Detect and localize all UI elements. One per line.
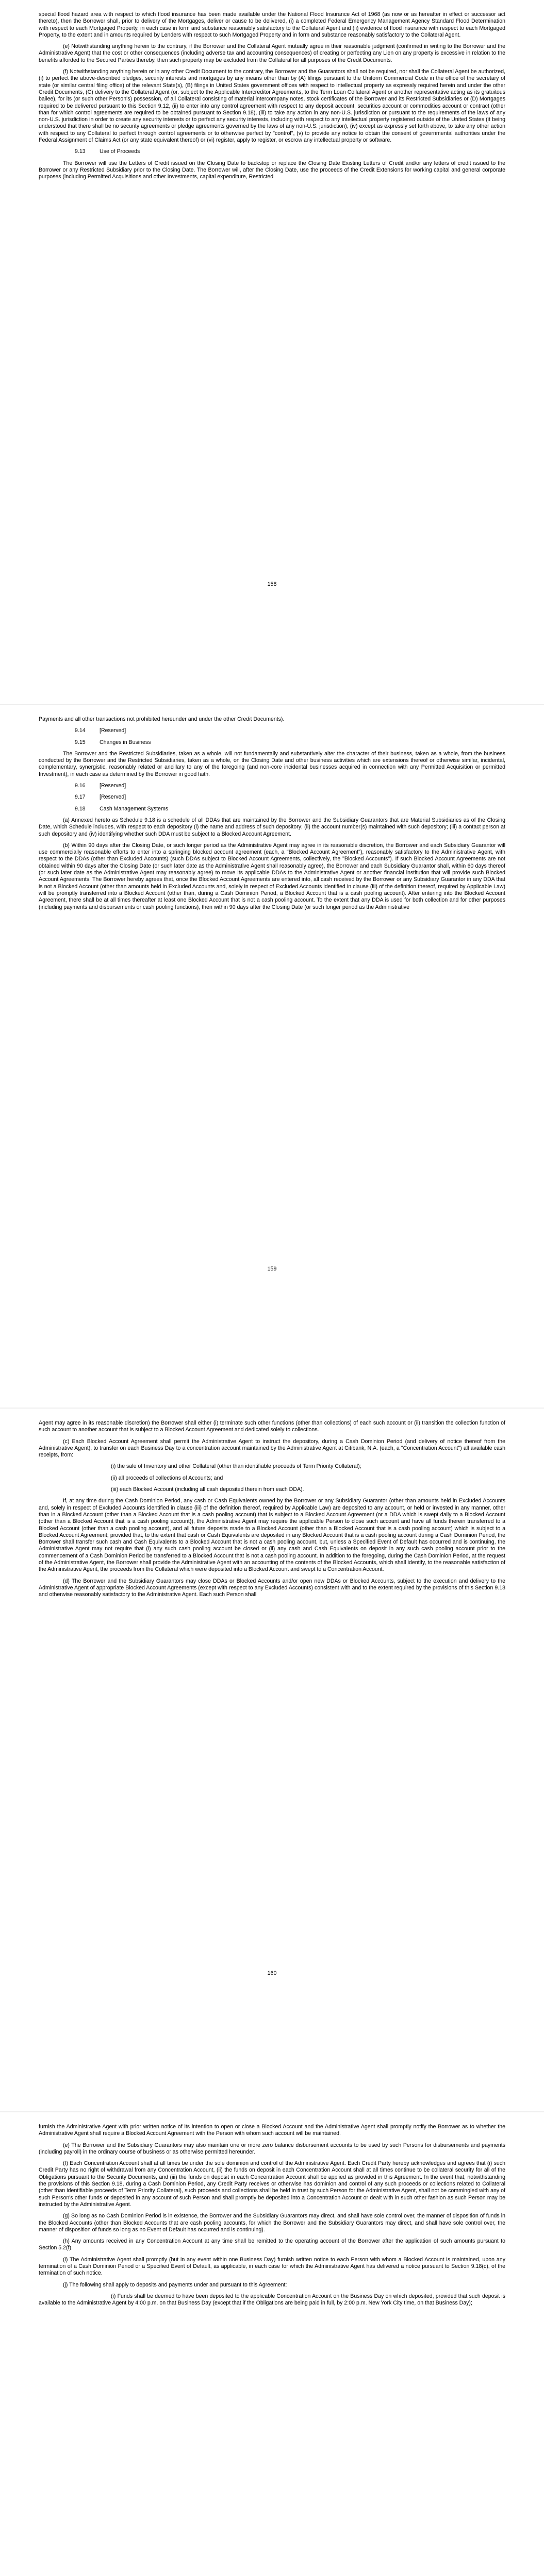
paragraph: (c) Each Blocked Account Agreement shall permit the Administrative Agent to instruct the depository, during a Cash Dominion Period (and delivery of notice thereof from the Administrative Agent), to transfer on each Business Day to a concentration account maintained by the Administrative Agent at Citibank, N.A. (each, a "Concentration Account") all available cash receipts, from: <box>39 1438 505 1459</box>
section-heading <box>39 148 505 155</box>
section-heading <box>39 727 505 734</box>
paragraph: The Borrower and the Restricted Subsidiaries, taken as a whole, will not fundamentally and substantively alter the character of their business, taken as a whole, from the business conducted by the Borrower and the Restricted Subsidiaries, taken as a whole, on the Closing Date and other business activities which are extensions thereof or otherwise similar, incidental, complementary, synergistic, reasonably related or ancillary to any of the foregoing (and non-core incidental businesses acquired in connection with any Permitted Acquisition or permitted Investment), in each case as determined by the Borrower in good faith. <box>39 750 505 777</box>
page-body <box>39 716 505 916</box>
section-title: Changes in Business <box>100 739 151 745</box>
paragraph: The Borrower will use the Letters of Credit issued on the Closing Date to backstop or replace the Closing Date Existing Letters of Credit and/or any letters of credit issued to the Borrower or any Restricted Subsidiary prior to the Closing Date. The Borrower will, after the Closing Date, use the proceeds of the Credit Extensions for working capital and general corporate purposes (including Permitted Acquisitions and other Investments, capital expenditure, Restricted <box>39 160 505 180</box>
paragraph: (i) the sale of Inventory and other Collateral (other than identifiable proceeds of Term Priority Collateral); <box>111 1463 361 1470</box>
section-heading <box>39 794 505 801</box>
paragraph: (a) Annexed hereto as Schedule 9.18 is a schedule of all DDAs that are maintained by the Borrower and the Subsidiary Guarantors that are Material Subsidiaries as of the Closing Date, which Schedule includes, with respect to each depository (i) the name and address of such depository; (ii) the account number(s) maintained with such depository; (iii) a contact person at such depository and (iv) identifying whether such DDA must be subject to a Blocked Account Agreement. <box>39 817 505 837</box>
section-number: 9.13 <box>75 148 86 155</box>
document-page <box>0 2112 544 2576</box>
page-body <box>39 1420 505 1603</box>
page-number: 159 <box>267 1266 277 1272</box>
section-title: [Reserved] <box>100 727 126 734</box>
paragraph: (h) Any amounts received in any Concentration Account at any time shall be remitted to the operating account of the Borrower after the application of such amounts pursuant to Section 5.2(f). <box>39 2238 505 2251</box>
section-heading <box>39 806 505 812</box>
paragraph: (g) So long as no Cash Dominion Period is in existence, the Borrower and the Subsidiary Guarantors may direct, and shall have sole control over, the manner of disposition of funds in the Blocked Accounts (other than Blocked Accounts that are cash pooling accounts, for which the Borrower and the Subsidiary Guarantors may direct, and shall have sole control over, the manner of disposition of funds so long as no Event of Default has occurred and is continuing). <box>39 2213 505 2233</box>
section-title: [Reserved] <box>100 794 126 801</box>
section-title: Cash Management Systems <box>100 805 169 812</box>
section-title: Use of Proceeds <box>100 148 140 155</box>
section-number: 9.18 <box>75 805 86 812</box>
section-number: 9.16 <box>75 783 86 789</box>
section-number: 9.14 <box>75 727 86 734</box>
paragraph: furnish the Administrative Agent with prior written notice of its intention to open or close a Blocked Account and the Administrative Agent shall promptly notify the Borrower as to whether the Administrative Agent shall require a Blocked Account Agreement with the Person with whom such account will be maintained. <box>39 2124 505 2137</box>
document-page <box>0 1409 544 2111</box>
page-number: 158 <box>267 581 277 587</box>
paragraph: special flood hazard area with respect to which flood insurance has been made available under the National Flood Insurance Act of 1968 (as now or as hereafter in effect or successor act thereto), then the Borrower shall, prior to delivery of the Mortgages, deliver or cause to be delivered, (i) a completed Federal Emergency Management Agency Standard Flood Determination with respect to each Mortgaged Property, in each case in form and substance reasonably satisfactory to the Collateral Agent and (ii) evidence of flood insurance with respect to each Mortgaged Property, to the extent and in amounts required by Lenders with respect to such Mortgaged Property and in form and substance reasonably satisfactory to the Collateral Agent. <box>39 11 505 38</box>
paragraph: (f) Notwithstanding anything herein or in any other Credit Document to the contrary, the Borrower and the Guarantors shall not be required, nor shall the Collateral Agent be authorized, (i) to perfect the above-described pledges, security interests and mortgages by any means other than by (A) filings pursuant to the Uniform Commercial Code in the office of the secretary of state (or similar central filing office) of the relevant State(s), (B) filings in United States government offices with respect to intellectual property as expressly required herein and under the other Credit Documents, (C) delivery to the Collateral Agent (or, subject to the Applicable Intercreditor Agreements, to the Term Loan Collateral Agent or another representative acting as its gratuitous bailee), for its (or such other Person's) possession, of all Collateral consisting of material intercompany notes, stock certificates of the Borrower and its Restricted Subsidiaries or (D) Mortgages required to be delivered pursuant to this Section 9.12, (ii) to enter into any control agreement with respect to any deposit account, securities account or commodities account or contract (other than for which control agreements are required to be obtained pursuant to Section 9.18), (iii) to take any action in any non-U.S. jurisdiction or pursuant to the requirements of the laws of any non-U.S. jurisdiction in order to create any security interests or to perfect any security interests, including with respect to any intellectual property registered outside of the United States (it being understood that there shall be no security agreements or pledge agreements governed by the laws of any non-U.S. jurisdiction), (iv) except as expressly set forth above, to take any other action with respect to any Collateral to perfect through control agreements or to otherwise perfect by "control", (v) to provide any notice to obtain the consent of governmental authorities under the Federal Assignment of Claims Act (or any state equivalent thereof) or (vi) register, apply to register, or escrow any intellectual property or software. <box>39 69 505 144</box>
section-heading <box>39 739 505 746</box>
paragraph: Agent may agree in its reasonable discretion) the Borrower shall either (i) terminate such other functions (other than collections) of each such account or (ii) transition the collection function of such account to another account that is subject to a Blocked Account Agreement and dedicated solely to collections. <box>39 1420 505 1433</box>
paragraph: (f) Each Concentration Account shall at all times be under the sole dominion and control of the Administrative Agent. Each Credit Party hereby acknowledges and agrees that (i) such Credit Party has no right of withdrawal from any Concentration Account, (ii) the funds on deposit in each Concentration Account shall at all times continue to be collateral security for all of the Obligations pursuant to the Security Documents, and (iii) the funds on deposit in each Concentration Account shall be applied as provided in this Agreement. In the event that, notwithstanding the provisions of this Section 9.18, during a Cash Dominion Period, any Credit Party receives or otherwise has dominion and control of any such proceeds or collections related to Collateral (other than identifiable proceeds of Term Priority Collateral), such proceeds and collections shall be held in trust by such Person for the Administrative Agent, shall not be commingled with any of such Person's other funds or deposited in any account of such Person and shall promptly be deposited into a Concentration Account or dealt with in such other fashion as such Person may be instructed by the Administrative Agent. <box>39 2160 505 2208</box>
section-number: 9.17 <box>75 794 86 801</box>
paragraph: (ii) all proceeds of collections of Accounts; and <box>111 1475 223 1481</box>
paragraph: (e) The Borrower and the Subsidiary Guarantors may also maintain one or more zero balance disbursement accounts to be used by such Persons for disbursements and payments (including payroll) in the ordinary course of business or as otherwise permitted hereunder. <box>39 2142 505 2155</box>
paragraph: (iii) each Blocked Account (including all cash deposited therein from each DDA). <box>111 1486 304 1493</box>
document-page <box>0 705 544 1408</box>
paragraph: (e) Notwithstanding anything herein to the contrary, if the Borrower and the Collateral Agent mutually agree in their reasonable judgment (confirmed in writing to the Borrower and the Administrative Agent) that the cost or other consequences (including adverse tax and accounting consequences) of creating or perfecting any Lien on any property is excessive in relation to the benefits afforded to the Secured Parties thereby, then such property may be excluded from the Collateral for all purposes of the Credit Documents. <box>39 43 505 63</box>
section-number: 9.15 <box>75 739 86 745</box>
paragraph: (d) The Borrower and the Subsidiary Guarantors may close DDAs or Blocked Accounts and/or open new DDAs or Blocked Accounts, subject to the execution and delivery to the Administrative Agent of appropriate Blocked Account Agreements (except with respect to any Excluded Accounts) consistent with and to the extent required by the provisions of this Section 9.18 and otherwise reasonably satisfactory to the Administrative Agent. Each such Person shall <box>39 1578 505 1598</box>
page-body <box>39 2124 505 2312</box>
document-page <box>0 0 544 704</box>
paragraph: (i) The Administrative Agent shall promptly (but in any event within one Business Day) furnish written notice to each Person with whom a Blocked Account is maintained, upon any termination of a Cash Dominion Period or a Specified Event of Default, as applicable, in each case for which the Administrative Agent has delivered a notice pursuant to Section 9.18(c), of the termination of such notice. <box>39 2256 505 2277</box>
section-heading <box>39 783 505 789</box>
paragraph: (i) Funds shall be deemed to have been deposited to the applicable Concentration Account on the Business Day on which deposited, provided that such deposit is available to the Administrative Agent by 4:00 p.m. on that Business Day (except that if the Obligations are being paid in full, by 2:00 p.m. New York City time, on that Business Day); <box>39 2293 505 2307</box>
paragraph: If, at any time during the Cash Dominion Period, any cash or Cash Equivalents owned by the Borrower or any Subsidiary Guarantor (other than amounts held in Excluded Accounts and, solely in respect of Excluded Accounts identified in clause (iii) of the definition thereof, required by Applicable Law) are deposited to any account, or held or invested in any manner, other than in a Blocked Account (other than a Blocked Account that is a cash pooling account) that is subject to a Blocked Account Agreement (or a DDA which is swept daily to a Blocked Account (other than a Blocked Account that is a cash pooling account)), the Administrative Agent may require the applicable Person to close such account and have all funds therein transferred to a Blocked Account (other than a cash pooling account), and all future deposits made to a Blocked Account (other than a Blocked Account that is a cash pooling account) which is subject to a Blocked Account Agreement; provided that, to the extent that cash or Cash Equivalents are deposited in any Blocked Account that is a cash pooling account during a Cash Dominion Period, the Borrower shall transfer such cash and Cash Equivalents to a Blocked Account that is not a cash pooling account, but, unless a Specified Event of Default has occurred and is continuing, the Administrative Agent may not require that (i) any such cash pooling account be closed or (ii) any cash and Cash Equivalents on deposit in any such cash pooling account prior to the commencement of a Cash Dominion Period be transferred to a Blocked Account that is not a cash pooling account. In addition to the foregoing, during the Cash Dominion Period, at the request of the Administrative Agent, the Borrower shall provide the Administrative Agent with an accounting of the contents of the Blocked Accounts, which shall identify, to the reasonable satisfaction of the Administrative Agent, the proceeds from the Collateral which were deposited into a Blocked Account and swept to a Concentration Account. <box>39 1498 505 1573</box>
page-body <box>39 11 505 185</box>
paragraph: (b) Within 90 days after the Closing Date, or such longer period as the Administrative Agent may agree in its reasonable discretion, the Borrower and each Subsidiary Guarantor will use commercially reasonable efforts to enter into a springing blocked account agreement (each, a "Blocked Account Agreement"), reasonably satisfactory to the Administrative Agent, with respect to the DDAs (other than Excluded Accounts) (such DDAs subject to Blocked Account Agreements, collectively, the "Blocked Accounts"). If such Blocked Account Agreements are not obtained within 90 days after the Closing Date (or such later date as the Administrative Agent shall reasonably agree), the Borrower and each Subsidiary Guarantor shall, within 60 days thereof (or such later date as the Administrative Agent may reasonably agree) to move its applicable DDAs to the Administrative Agent or another financial institution that will provide such Blocked Account Agreements. The Borrower hereby agrees that, once the Blocked Account Agreements are entered into, all cash received by the Borrower or any Subsidiary Guarantor in any DDA that is not a Blocked Account (other than amounts held in Excluded Accounts and, solely in respect of Excluded Accounts identified in clause (iii) of the definition thereof, required by Applicable Law) will be promptly transferred into a Blocked Account (other than, during a Cash Dominion Period, a Blocked Account that is a cash pooling account). After entering into the Blocked Account Agreement, there shall be at all times thereafter at least one Blocked Account that is not a cash pooling account. To the extent that any DDA is used for both collection and for other purposes (including payments and disbursements or cash pooling functions), then within 90 days after the Closing Date (or such longer period as the Administrative <box>39 842 505 910</box>
paragraph: (j) The following shall apply to deposits and payments under and pursuant to this Agreement: <box>63 2281 287 2288</box>
section-title: [Reserved] <box>100 783 126 789</box>
page-number: 160 <box>267 1970 277 1976</box>
paragraph: Payments and all other transactions not prohibited hereunder and under the other Credit Documents). <box>39 716 285 722</box>
